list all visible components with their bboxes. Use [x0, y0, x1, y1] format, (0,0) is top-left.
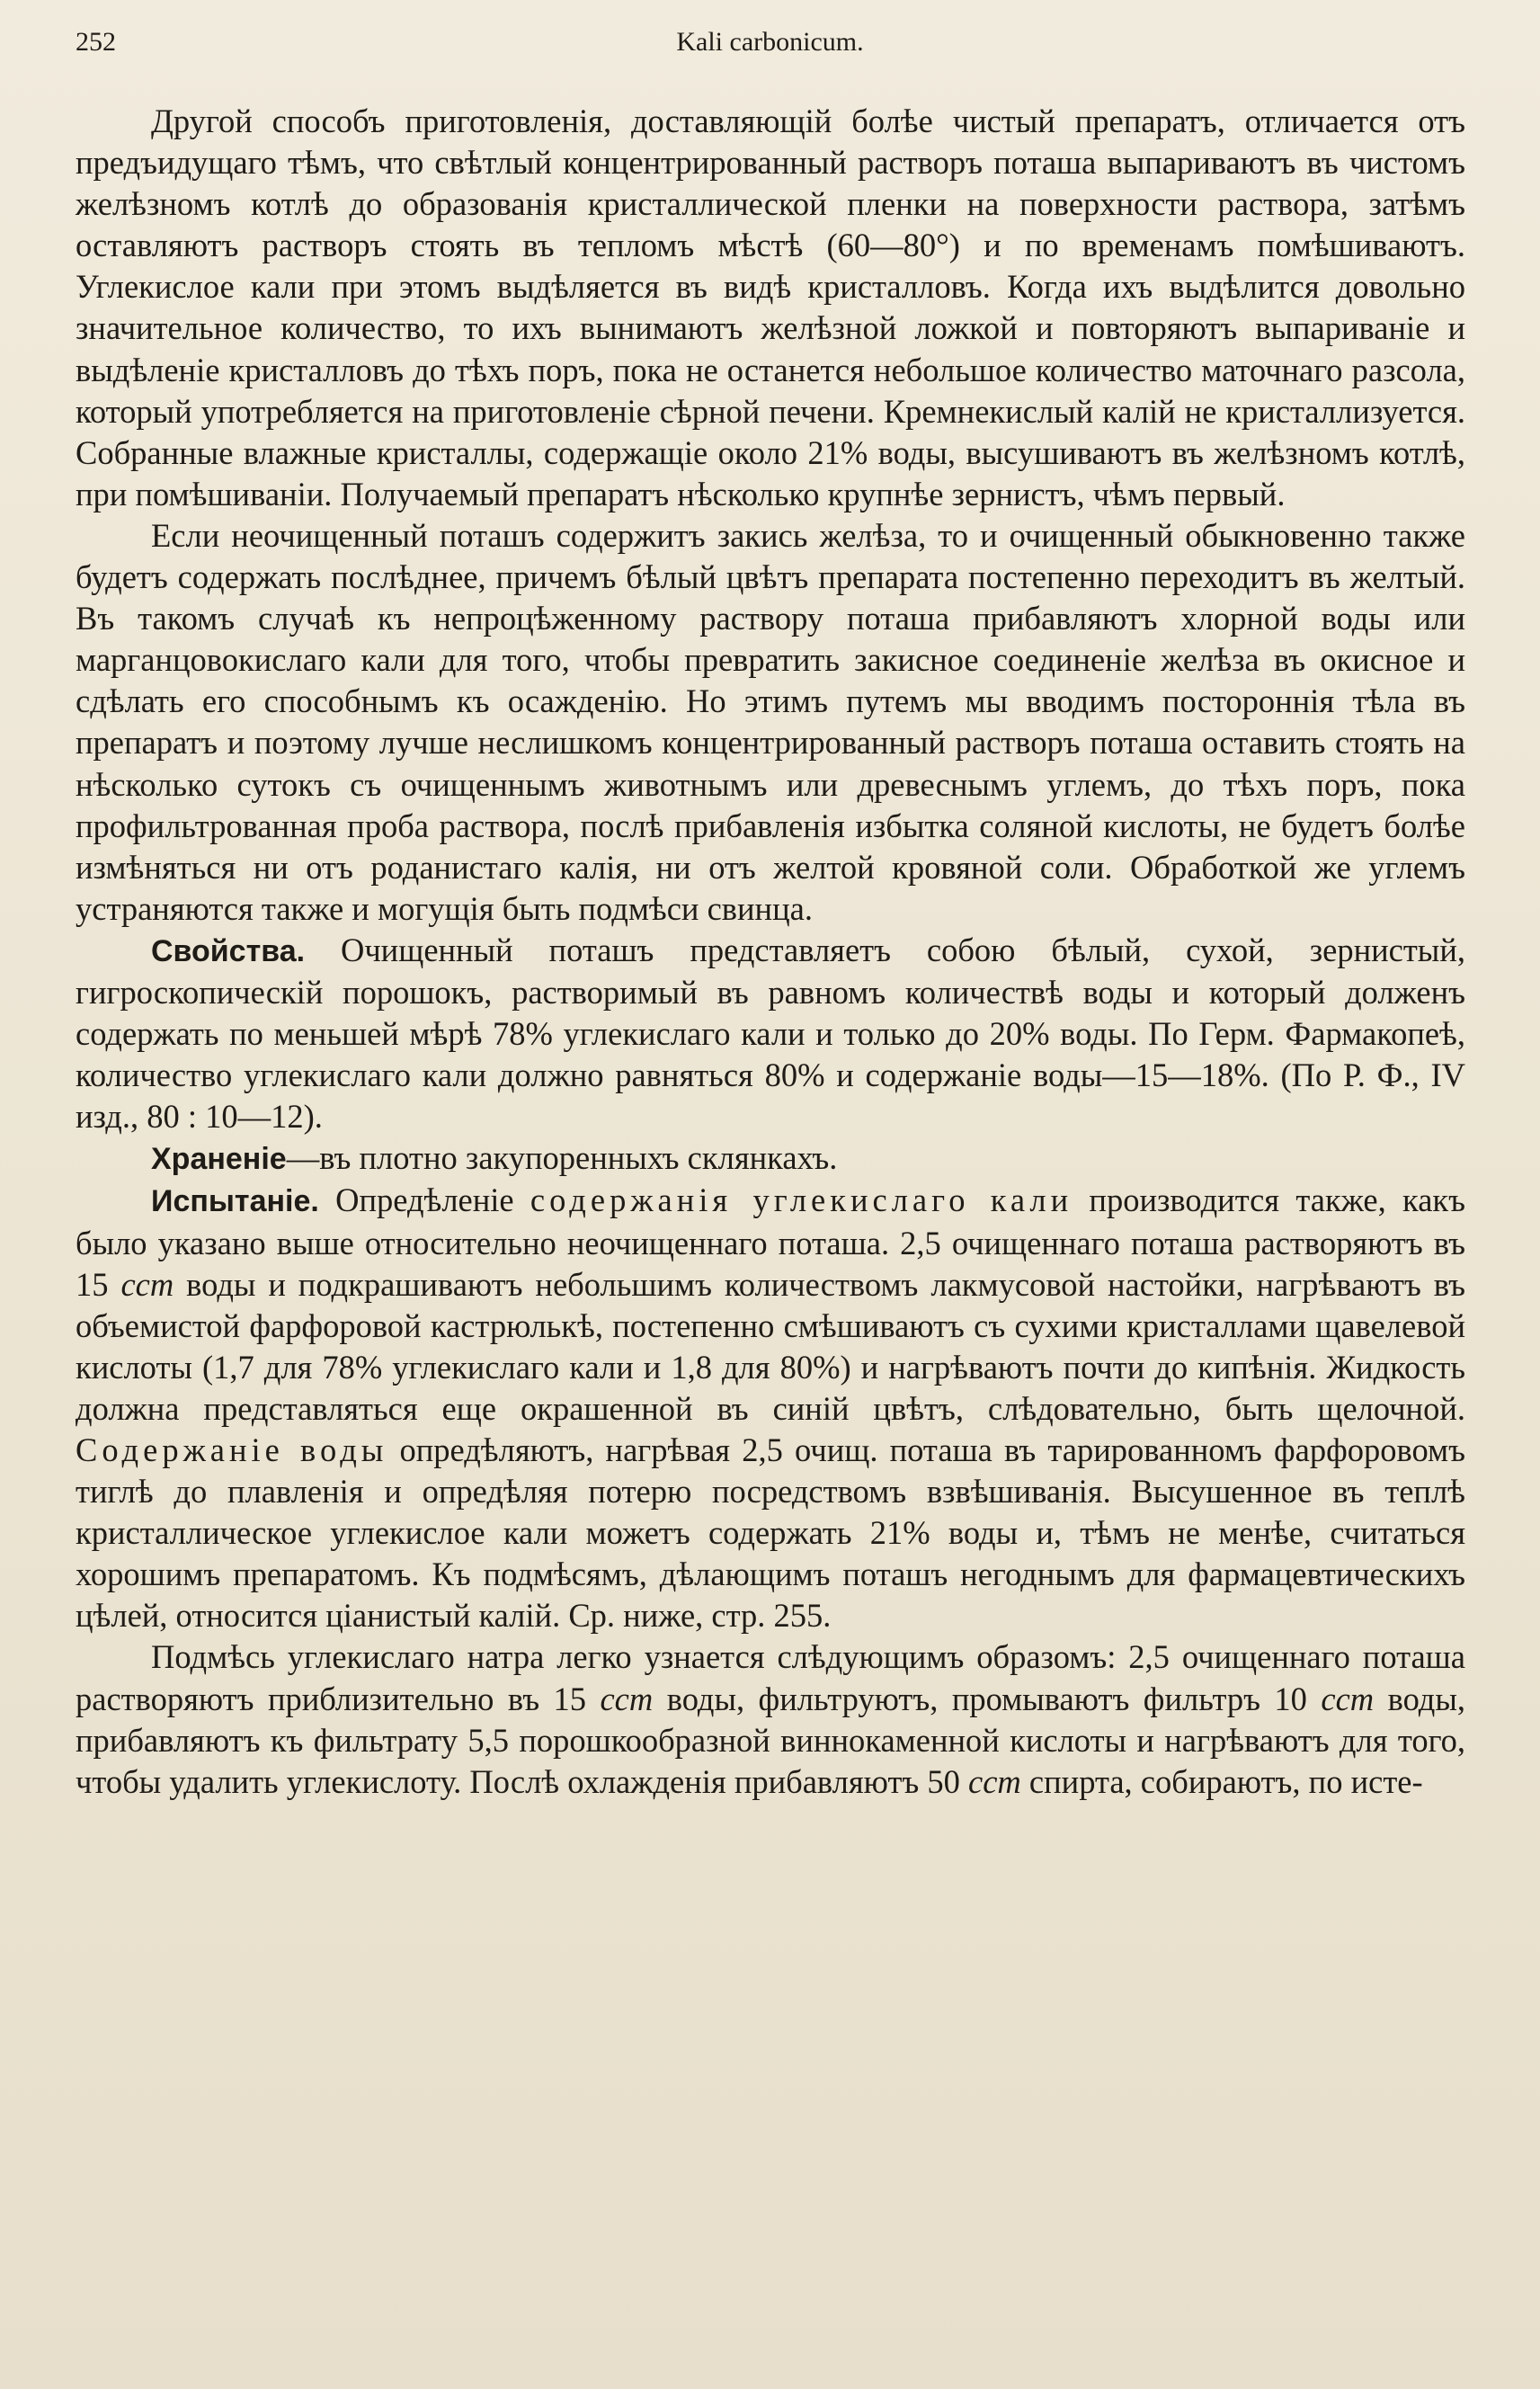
testing-spaced-term: содержанія углекислаго кали	[530, 1181, 1073, 1219]
page-header	[76, 27, 1464, 65]
testing-text-a: Опредѣленіе	[318, 1181, 530, 1219]
section-label-properties: Свойства.	[151, 933, 306, 968]
testing-text-c: воды и подкрашиваютъ небольшимъ количествомъ лакмусовой настойки, нагрѣваютъ въ объемистой фарфоровой кастрюлькѣ, постепенно смѣшиваютъ съ сухими кристаллами щавелевой кислоты (1,7 для 78% углекислаго кали и 1,8 для 80%) и нагрѣваютъ почти до кипѣнія. Жидкость должна представляться еще окрашенной въ синій цвѣтъ, слѣдовательно, быть щелочной.	[76, 1265, 1465, 1427]
soda-text-a: Подмѣсь углекислаго натра легко узнается слѣдующимъ образомъ: 2,5 очищеннаго поташа растворяютъ приблизительно въ 15	[76, 1638, 1465, 1717]
paragraph-storage	[76, 1137, 1465, 1180]
soda-text-c: воды, прибавляютъ къ фильтрату 5,5 порошкообразной виннокаменной кислоты и нагрѣваютъ для того, чтобы удалить углекислоту. Послѣ охлажденія прибавляютъ 50	[76, 1680, 1465, 1800]
testing-spaced-term-water: Содержаніе воды	[76, 1431, 388, 1468]
soda-unit-1: ccm	[600, 1680, 654, 1717]
paragraph-iron-impurity: Если неочищенный поташъ содержитъ закись желѣза, то и очищенный обыкновенно также будетъ содержать послѣднее, причемъ бѣлый цвѣтъ препарата постепенно переходитъ въ желтый. Въ такомъ случаѣ къ непроцѣженному раствору поташа прибавляютъ хлорной воды или марганцовокислаго кали для того, чтобы превратить закисное соединеніе желѣза въ окисное и сдѣлать его способнымъ къ осажденію. Но этимъ путемъ мы вводимъ постороннія тѣла въ препаратъ и поэтому лучше неслишкомъ концентрированный растворъ поташа оставить стоять на нѣсколько сутокъ съ очищеннымъ животнымъ или древеснымъ углемъ, до тѣхъ поръ, пока профильтрованная проба раствора, послѣ прибавленія избытка соляной кислоты, не будетъ болѣе измѣняться ни отъ роданистаго калія, ни отъ желтой кровяной соли. Обработкой же углемъ устраняются также и могущія быть подмѣси свинца.	[76, 516, 1465, 927]
soda-text-d: спирта, собираютъ, по исте-	[1020, 1762, 1423, 1800]
body-text	[76, 101, 1465, 1803]
section-label-storage: Храненіе	[151, 1142, 287, 1177]
testing-text-b: производится также, какъ было указано выше относительно неочищеннаго поташа. 2,5 очищеннаго поташа растворяютъ въ 15	[76, 1181, 1466, 1303]
storage-text: —въ плотно закупоренныхъ склянкахъ.	[286, 1139, 838, 1177]
page-number: 252	[76, 27, 116, 57]
soda-text-b: воды, фильтруютъ, промываютъ фильтръ 10	[653, 1680, 1322, 1717]
testing-text-d: опредѣляютъ, нагрѣвая 2,5 очищ. поташа въ тарированномъ фарфоровомъ тиглѣ до плавленія и опредѣляя потерю посредствомъ взвѣшиванія. Высушенное въ теплѣ кристаллическое углекислое кали можетъ содержать 21% воды и, тѣмъ не менѣе, считаться хорошимъ препаратомъ. Къ подмѣсямъ, дѣлающимъ поташъ негоднымъ для фармацевтическихъ цѣлей, относится ціанистый калій. Ср. ниже, стр. 255.	[76, 1431, 1465, 1635]
testing-unit: ccm	[120, 1265, 174, 1303]
soda-unit-3: ccm	[968, 1762, 1021, 1800]
soda-unit-2: ccm	[1321, 1680, 1375, 1717]
paragraph-testing	[76, 1180, 1465, 1636]
running-title: Kali carbonicum.	[676, 27, 864, 57]
paragraph-preparation-method: Другой способъ приготовленія, доставляющій болѣе чистый препаратъ, отличается отъ предъидущаго тѣмъ, что свѣтлый концентрированный растворъ поташа выпариваютъ въ чистомъ желѣзномъ котлѣ до образованія кристаллической пленки на поверхности раствора, затѣмъ оставляютъ растворъ стоять въ тепломъ мѣстѣ (60—80°) и по временамъ помѣшиваютъ. Углекислое кали при этомъ выдѣляется въ видѣ кристалловъ. Когда ихъ выдѣлится довольно значительное количество, то ихъ вынимаютъ желѣзной ложкой и повторяютъ выпариваніе и выдѣленіе кристалловъ до тѣхъ поръ, пока не останется небольшое количество маточнаго разсола, который употребляется на приготовленіе сѣрной печени. Кремнекислый калій не кристаллизуется. Собранные влажные кристаллы, содержащіе около 21% воды, высушиваютъ въ желѣзномъ котлѣ, при помѣшиваніи. Получаемый препаратъ нѣсколько крупнѣе зернистъ, чѣмъ первый.	[76, 103, 1465, 513]
paragraph-properties	[76, 930, 1465, 1137]
paragraph-soda-admixture	[76, 1636, 1465, 1802]
properties-text: Очищенный поташъ представляетъ собою бѣлый, сухой, зернистый, гигроскопическій порошокъ, растворимый въ равномъ количествѣ воды и который долженъ содержать по меньшей мѣрѣ 78% углекислаго кали и только до 20% воды. По Герм. Фармакопеѣ, количество углекислаго кали должно равняться 80% и содержаніе воды—15—18%. (По Р. Ф., IV изд., 80 : 10—12).	[76, 931, 1465, 1136]
section-label-testing: Испытаніе.	[151, 1184, 319, 1219]
